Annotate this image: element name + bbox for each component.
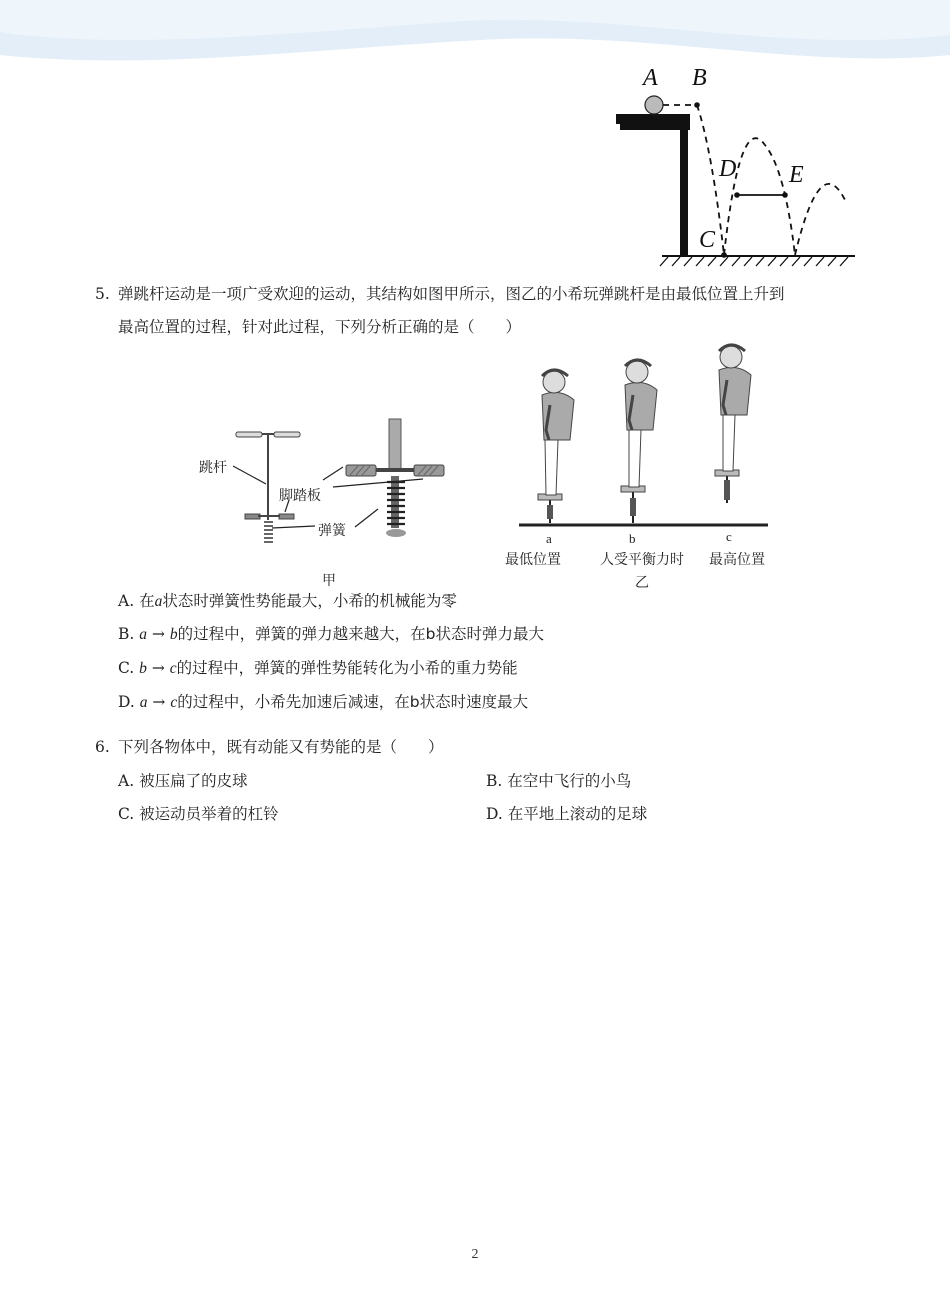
question-5-number: 5. xyxy=(95,285,110,303)
q5-option-b-var2: b xyxy=(169,626,178,643)
point-label-c: C xyxy=(699,227,716,253)
label-spring: 弹簧 xyxy=(318,523,346,539)
point-label-b: B xyxy=(692,65,707,91)
q5-option-a-pre: 在 xyxy=(139,592,155,610)
q5-option-a-var1: a xyxy=(154,593,163,610)
q6-option-b-text: 在空中飞行的小鸟 xyxy=(507,772,632,790)
q5-option-d-key: D. xyxy=(118,693,135,711)
point-label-d: D xyxy=(719,156,737,182)
figure-yi-caption: 乙 xyxy=(635,575,649,591)
state-letter-a: a xyxy=(546,531,552,546)
q6-option-d-text: 在平地上滚动的足球 xyxy=(507,805,648,823)
q5-option-d-var1: a xyxy=(139,694,148,711)
q5-option-b-key: B. xyxy=(118,625,135,643)
state-letter-c: c xyxy=(726,529,732,544)
q6-option-d-key: D. xyxy=(486,805,503,823)
q5-option-c-text: 的过程中，弹簧的弹性势能转化为小希的重力势能 xyxy=(176,659,518,677)
q5-option-b-text: 的过程中，弹簧的弹力越来越大，在b状态时弹力最大 xyxy=(177,625,544,643)
q5-option-c[interactable] xyxy=(118,658,518,679)
state-desc-b: 人受平衡力时 xyxy=(600,552,684,568)
figure-jia-caption: 甲 xyxy=(322,573,336,589)
q5-option-a-key: A. xyxy=(118,592,135,610)
q6-option-a-text: 被压扁了的皮球 xyxy=(139,772,248,790)
q5-option-d-arrow: → xyxy=(147,693,171,711)
question-6-number: 6. xyxy=(95,738,110,756)
q6-option-c-text: 被运动员举着的杠铃 xyxy=(139,805,279,823)
q6-option-a-key: A. xyxy=(118,772,135,790)
question-5-stem-line2: 最高位置的过程，针对此过程，下列分析正确的是（ ） xyxy=(118,318,522,336)
page-number: 2 xyxy=(471,1247,479,1262)
q6-option-b[interactable] xyxy=(486,771,631,791)
q6-option-c-key: C. xyxy=(118,805,135,823)
point-label-e: E xyxy=(789,162,804,188)
q5-option-c-arrow: → xyxy=(146,659,170,677)
q5-option-d-text: 的过程中，小希先加速后减速，在b状态时速度最大 xyxy=(177,693,529,711)
q5-option-c-key: C. xyxy=(118,659,135,677)
state-desc-c: 最高位置 xyxy=(709,552,765,568)
q5-option-b-var1: a xyxy=(139,626,148,643)
q5-option-d-var2: c xyxy=(170,694,178,711)
q6-option-c[interactable] xyxy=(118,804,279,824)
q5-option-c-var1: b xyxy=(139,660,147,677)
q6-option-a[interactable] xyxy=(118,771,248,791)
point-label-a: A xyxy=(643,65,658,91)
state-desc-a: 最低位置 xyxy=(505,552,561,568)
label-pedal: 脚踏板 xyxy=(279,488,321,504)
label-tiao-gan: 跳杆 xyxy=(199,460,227,476)
q6-option-b-key: B. xyxy=(486,772,503,790)
q5-option-d[interactable] xyxy=(118,692,528,713)
q5-option-a-text: 状态时弹簧性势能最大，小希的机械能为零 xyxy=(162,592,457,610)
q6-option-d[interactable] xyxy=(486,804,647,824)
pogo-jumper-sequence-drawing xyxy=(0,0,950,600)
question-6-stem: 下列各物体中，既有动能又有势能的是（ ） xyxy=(118,738,444,756)
q5-option-b[interactable] xyxy=(118,624,544,645)
question-5-stem-line1: 弹跳杆运动是一项广受欢迎的运动，其结构如图甲所示，图乙的小希玩弹跳杆是由最低位置上升到 xyxy=(118,285,785,303)
q5-option-c-var2: c xyxy=(169,660,177,677)
state-letter-b: b xyxy=(629,531,636,546)
q5-option-a[interactable] xyxy=(118,591,457,612)
q5-option-b-arrow: → xyxy=(147,625,170,643)
